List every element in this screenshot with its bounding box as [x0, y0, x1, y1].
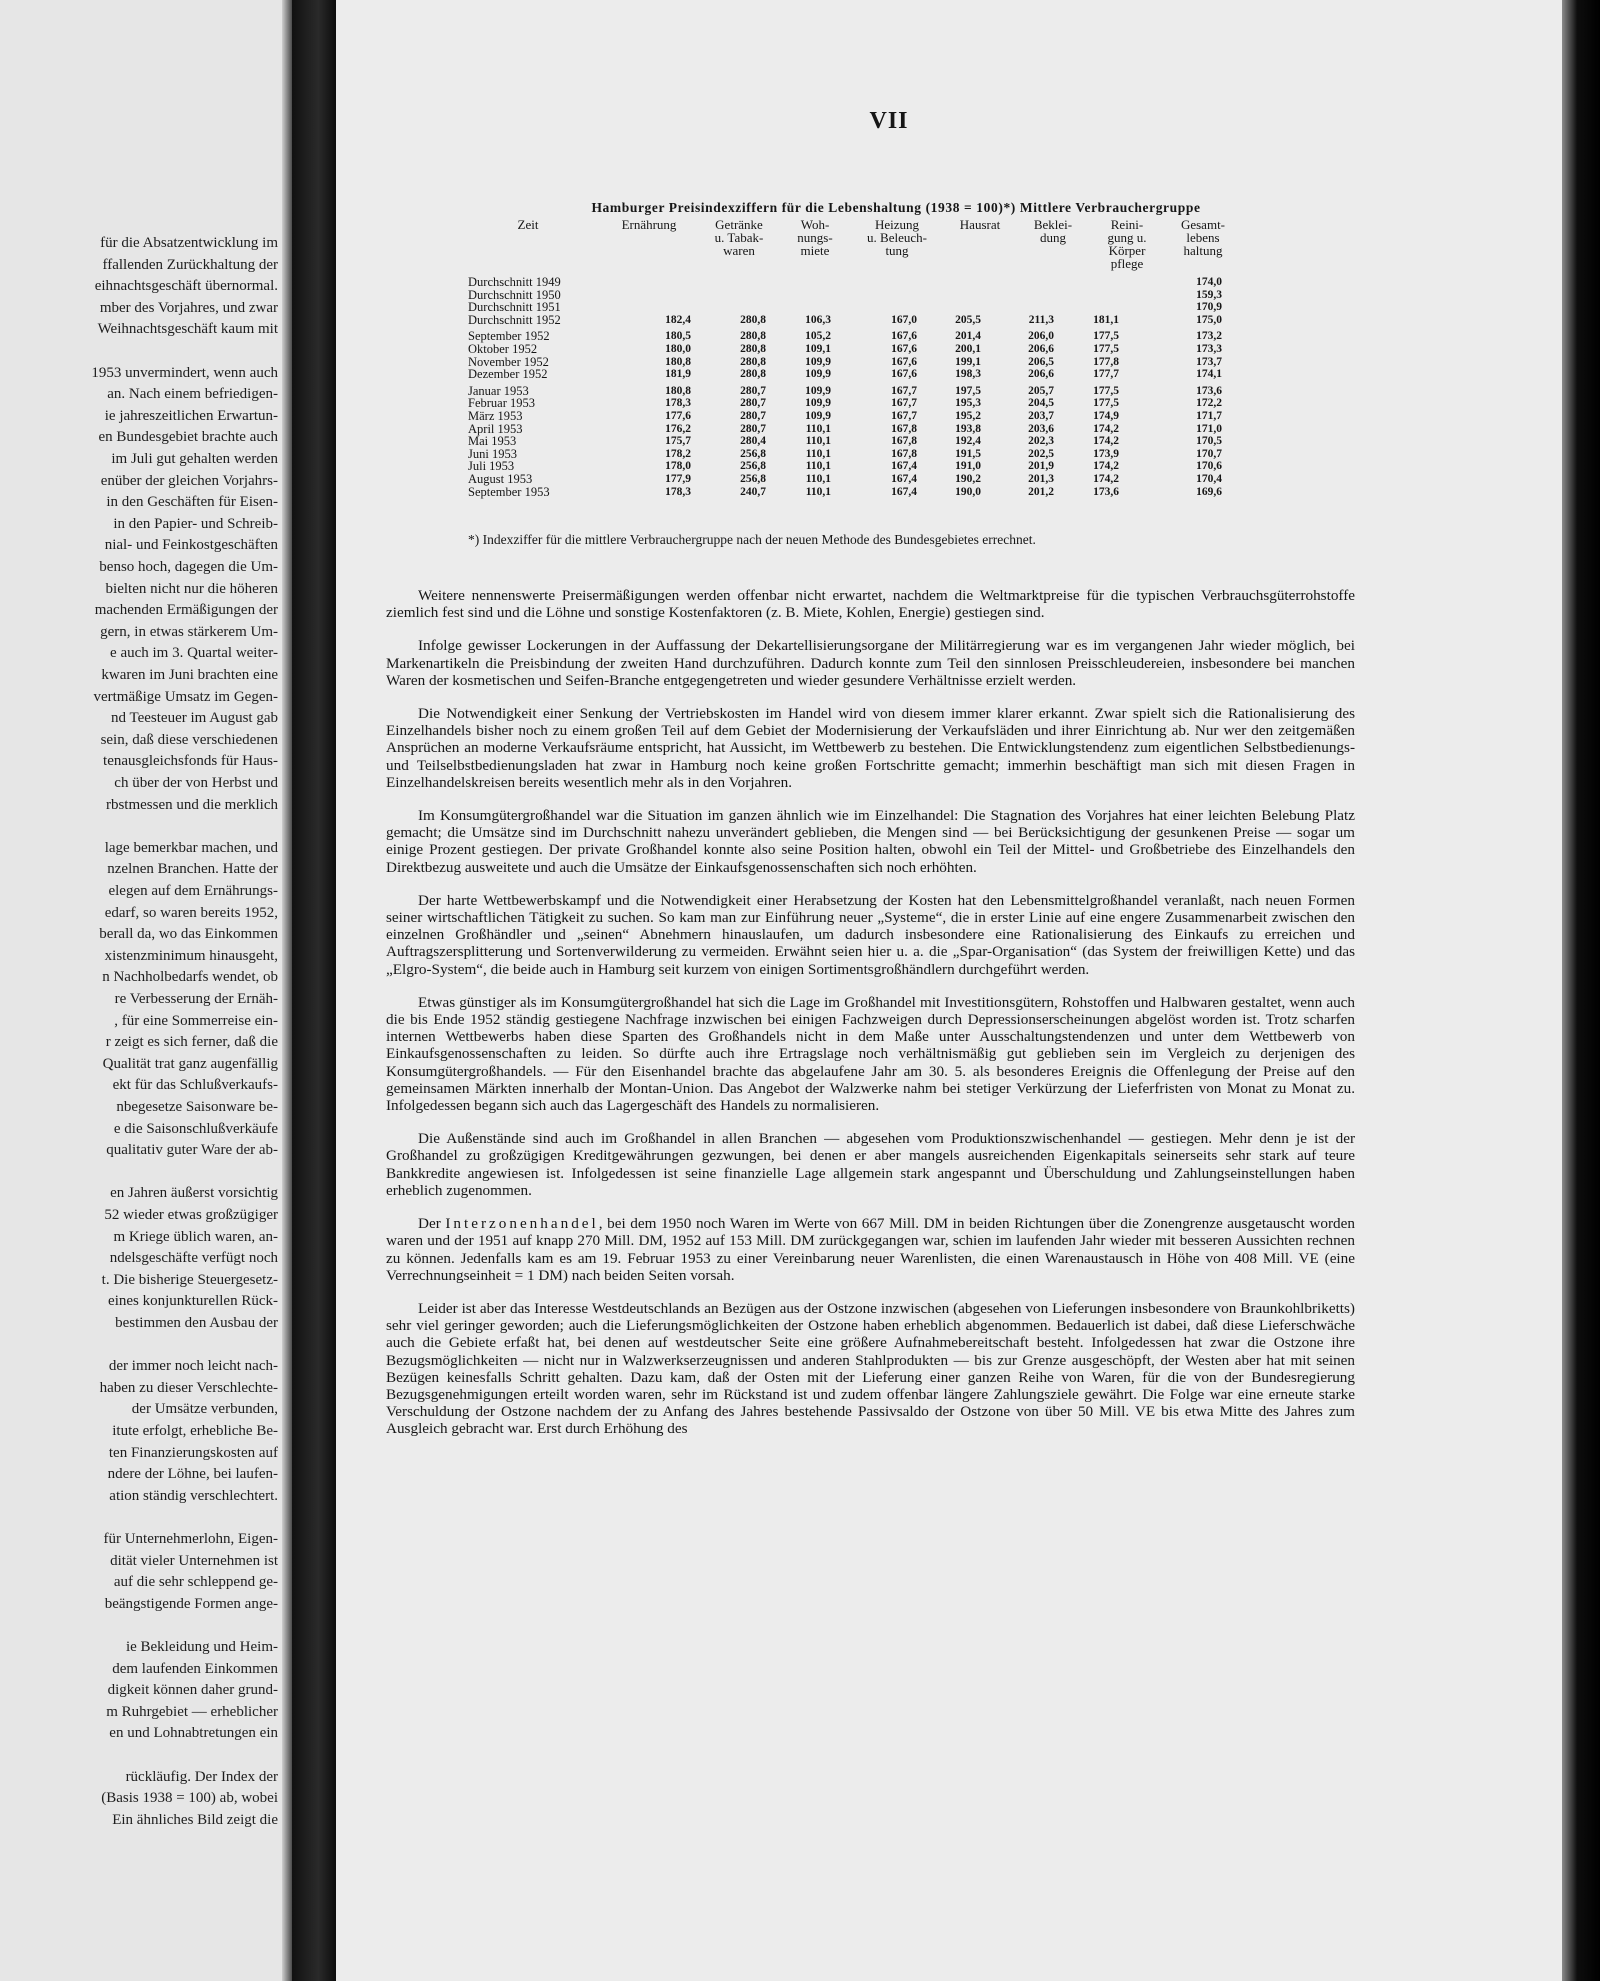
table-cell: 240,7 — [740, 485, 766, 498]
table-cell: 206,6 — [1028, 343, 1054, 355]
left-line: dität vieler Unternehmen ist — [110, 1552, 278, 1569]
left-line: bestimmen den Ausbau der — [115, 1315, 278, 1331]
table-cell: 280,7 — [740, 410, 766, 422]
body-paragraph: Der harte Wettbewerbskampf und die Notwendigkeit einer Herabsetzung der Kosten hat den Lebensmittelgroßhandel veranlaßt, nach neuen Formen seiner wirtschaftlichen Tätigkeit zu suchen. So kam man zur Einführung neuer „Systeme“, die in erster Linie auf eine engere Zusammenarbeit zwischen den einzelnen Großhändler und „seinen“ Abnehmern hinauslaufen, um dadurch insbesondere eine Rationalisierung des Einkaufs zu erreichen und Auftragszersplitterung und Sortenverwilderung zu vermeiden. Erwähnt seien hier u. a. die „Spar-Organisation“ (das System der freiwilligen Kette) und das „Elgro-System“, die beide auch in Hamburg seit kurzem von einigen Sortimentsgroßhändlern durchgeführt werden. — [386, 891, 1355, 978]
left-line: kwaren im Juni brachten eine — [101, 667, 278, 683]
table-cell: 167,4 — [891, 473, 917, 485]
left-line: nbegesetze Saisonware be- — [116, 1099, 278, 1115]
left-line: ation ständig verschlechtert. — [109, 1487, 278, 1504]
table-cell: 178,3 — [665, 485, 691, 498]
left-line: haben zu dieser Verschlechte- — [99, 1379, 278, 1396]
left-line: qualitativ guter Ware der ab- — [106, 1142, 278, 1159]
right-page-edge — [1562, 0, 1600, 1981]
table-cell: 170,5 — [1196, 435, 1222, 448]
table-cell: 198,3 — [955, 368, 981, 381]
table-cell: 109,9 — [805, 368, 831, 381]
row-label: August 1953 — [468, 472, 533, 486]
table-cell: 280,7 — [740, 384, 766, 397]
left-line: Weihnachtsgeschäft kaum mit — [97, 321, 278, 338]
table-cell: 202,3 — [1028, 435, 1054, 448]
table-cell: 167,8 — [891, 447, 917, 460]
left-line: edarf, so waren bereits 1952, — [104, 904, 278, 921]
left-line: auf die sehr schleppend ge- — [113, 1574, 278, 1591]
row-label: Durchschnitt 1949 — [468, 275, 561, 289]
table-cell: 206,0 — [1028, 330, 1054, 343]
table-cell: 193,8 — [955, 422, 981, 435]
table-cell: 280,8 — [740, 313, 766, 326]
row-label: Januar 1953 — [468, 383, 529, 398]
table-cell: 201,4 — [955, 330, 981, 343]
table-cell: 256,8 — [740, 447, 766, 460]
table-cell: 110,1 — [805, 460, 831, 473]
body-paragraph: Die Außenstände sind auch im Großhandel in allen Branchen — abgesehen vom Produktionszwischenhandel — gestiegen. Mehr denn je ist der Großhandel zu großzügigen Kreditgewährungen gezwungen, bei denen er aber mangels ausreichenden Eigenkapitals seinerseits sehr stark auf teure Bankkredite angewiesen ist. Infolgedessen ist seine finanzielle Lage allgemein stark angespannt und Überschuldung und Zahlungseinstellungen haben erheblich zugenommen. — [386, 1130, 1355, 1199]
table-cell: 192,4 — [955, 435, 981, 448]
column-header: Hausrat — [959, 217, 1001, 232]
table-cell: 177,5 — [1093, 330, 1119, 343]
table-cell: 174,1 — [1196, 368, 1222, 381]
table-cell: 191,0 — [955, 460, 981, 473]
table-cell: 201,9 — [1028, 460, 1054, 473]
left-line: gern, in etwas stärkerem Um- — [100, 623, 278, 640]
left-line: ie jahreszeitlichen Erwartun- — [104, 407, 278, 424]
table-cell: 190,2 — [955, 473, 981, 485]
left-line: en Jahren äußerst vorsichtig — [110, 1185, 278, 1202]
row-label: Durchschnitt 1952 — [468, 312, 561, 327]
left-line: Ein ähnliches Bild zeigt die — [112, 1811, 278, 1828]
left-line: tenausgleichsfonds für Haus- — [103, 753, 278, 770]
right-page — [336, 0, 1562, 1981]
table-cell: 182,4 — [665, 313, 691, 326]
table-cell: 180,8 — [665, 355, 691, 368]
table-cell: 180,8 — [665, 384, 691, 397]
interzonen-lead: Der — [418, 1215, 446, 1233]
table-cell: 177,5 — [1093, 397, 1119, 410]
table-cell: 171,7 — [1196, 410, 1222, 422]
table-cell: 280,8 — [740, 355, 766, 368]
table-cell: 175,7 — [665, 435, 691, 448]
table-cell: 205,7 — [1028, 384, 1054, 397]
table-cell: 169,6 — [1196, 485, 1222, 498]
left-line: beängstigende Formen ange- — [104, 1595, 278, 1612]
interzonen-paragraph — [386, 1215, 1355, 1284]
table-cell: 280,4 — [740, 435, 766, 448]
last-paragraph: Leider ist aber das Interesse Westdeutschlands an Bezügen aus der Ostzone inzwischen (abgesehen von Lieferungen insbesondere von Braunkohlbriketts) sehr viel geringer geworden; auch die Lieferungsmöglichkeiten der Ostzone haben erheblich abgenommen. Bedauerlich ist dabei, daß diese Lieferschwäche auch die Gebiete erfaßt hat, bei denen auf westdeutscher Seite eine größere Aufnahmebereitschaft besteht. Infolgedessen hat zwar die Ostzone ihre Bezugsmöglichkeiten — nicht nur in Walzwerkserzeugnissen und anderen Stahlprodukten — bis zur Grenze ausgeschöpft, der Westen aber hat mit seinen Bezügen keinesfalls Schritt gehalten. Dazu kam, daß der Osten mit der Lieferung einer ganzen Reihe von Waren, für die von der Bundesregierung Bezugsgenehmigungen erteilt worden waren, sehr im Rückstand ist und zudem offenbar längere Zahlungsziele gewährt. Die Folge war eine erneute starke Verschuldung der Ostzone nachdem der zu Anfang des Jahres bestehende Passivsaldo der Ostzone von über 50 Mill. VE bis etwa Mitte des Jahres zum Ausgleich gebracht war. Erst durch Erhöhung des — [386, 1299, 1355, 1438]
table-cell: 178,2 — [665, 447, 691, 460]
table-cell: 280,7 — [740, 397, 766, 410]
row-label: Juli 1953 — [468, 459, 515, 474]
left-line: der Umsätze verbunden, — [131, 1401, 278, 1418]
left-line: mber des Vorjahres, und zwar — [99, 299, 278, 316]
table-cell: 173,3 — [1196, 343, 1222, 355]
left-line: 52 wieder etwas großzügiger — [104, 1207, 278, 1223]
table-cell: 105,2 — [805, 330, 831, 343]
table-cell: 167,6 — [891, 368, 917, 381]
table-cell: 211,3 — [1028, 313, 1054, 326]
left-line: rbstmessen und die merklich — [105, 796, 278, 813]
left-line: eines konjunkturellen Rück- — [108, 1293, 278, 1310]
book-gutter — [292, 0, 336, 1981]
left-line: , für eine Sommerreise ein- — [114, 1012, 278, 1029]
row-label: April 1953 — [468, 421, 523, 436]
column-header: Woh- nungs- miete — [797, 217, 833, 258]
left-line: (Basis 1938 = 100) ab, wobei — [101, 1790, 278, 1807]
left-line: im Juli gut gehalten werden — [111, 451, 278, 467]
table-cell: 173,2 — [1196, 330, 1222, 343]
table-cell: 109,9 — [805, 397, 831, 410]
table-cell: 167,8 — [891, 422, 917, 435]
column-header: Ernährung — [621, 217, 677, 232]
left-line: elegen auf dem Ernährungs- — [108, 883, 278, 899]
table-cell: 174,2 — [1093, 422, 1119, 435]
table-cell: 106,3 — [805, 313, 831, 326]
body-paragraph: Infolge gewisser Lockerungen in der Auffassung der Dekartellisierungsorgane der Militärregierung war es im vergangenen Jahr wieder möglich, bei Markenartikeln die Preisbindung der zweiten Hand durchzuführen. Dadurch konnte zum Teil den sinnlosen Preisschleudereien, insbesondere bei manchen Waren der kosmetischen und Seifen-Branche entgegengetreten und wieder gesundere Verhältnisse erzielt werden. — [386, 637, 1355, 689]
column-header: Heizung u. Beleuch- tung — [867, 217, 927, 258]
left-line: ten Finanzierungskosten auf — [108, 1444, 278, 1461]
left-line: benso hoch, dagegen die Um- — [99, 559, 278, 575]
row-label: November 1952 — [468, 354, 549, 369]
table-cell: 167,7 — [891, 397, 917, 410]
page-number: VII — [869, 108, 909, 134]
table-cell: 200,1 — [955, 343, 981, 355]
paragraph-list — [386, 587, 1355, 1199]
left-line: Qualität trat ganz augenfällig — [102, 1055, 278, 1072]
left-line: e die Saisonschlußverkäufe — [113, 1120, 278, 1137]
left-line: ie Bekleidung und Heim- — [125, 1639, 278, 1655]
table-cell: 205,5 — [955, 313, 981, 326]
row-label: März 1953 — [468, 409, 523, 423]
table-cell: 172,2 — [1196, 397, 1222, 410]
body-paragraph: Weitere nennenswerte Preisermäßigungen werden offenbar nicht erwartet, nachdem die Weltmarktpreise für die typischen Verbrauchsgüterrohstoffe ziemlich fest sind und die Löhne und sonstige Kostenfaktoren (z. B. Miete, Kohlen, Energie) gestiegen sind. — [386, 587, 1355, 622]
table-cell: 170,9 — [1196, 301, 1222, 314]
table-cell: 174,2 — [1093, 473, 1119, 485]
body-paragraph: Die Notwendigkeit einer Senkung der Vertriebskosten im Handel wird von diesem immer klarer erkannt. Zwar spielt sich die Rationalisierung des Einzelhandels bisher noch zu einem großen Teil auf dem Gebiet der Modernisierung der Verkaufsläden und ihrer Einrichtung ab. Nur wer den zeitgemäßen Ansprüchen an moderne Verkaufsräume entspricht, hat Aussicht, im Wettbewerb zu bestehen. Die Entwicklungstendenz zum eigentlichen Selbstbedienungs- und Teilselbstbedienungsladen hat zwar in Hamburg noch keine großen Fortschritte gemacht; immerhin beschäftigt man sich mit diesen Fragen in Einzelhandelskreisen bereits wesentlich mehr als in den Vorjahren. — [386, 705, 1355, 791]
left-line: nd Teesteuer im August gab — [111, 710, 278, 727]
table-cell: 167,8 — [891, 435, 917, 448]
table-cell: 180,0 — [665, 343, 691, 355]
table-cell: 180,5 — [665, 330, 691, 343]
left-line: für die Absatzentwicklung im — [100, 235, 278, 251]
table-title: Hamburger Preisindexziffern für die Lebenshaltung (1938 = 100)*) Mittlere Verbrauchergruppe — [591, 200, 1201, 215]
table-cell: 109,9 — [805, 355, 831, 368]
table-cell: 191,5 — [955, 447, 981, 460]
table-cell: 167,0 — [891, 313, 917, 326]
table-cell: 174,9 — [1093, 410, 1119, 422]
left-line: m Kriege üblich waren, an- — [113, 1228, 278, 1245]
table-cell: 199,1 — [955, 355, 981, 368]
left-page-shadow — [282, 0, 292, 1981]
left-line: rückläufig. Der Index der — [125, 1768, 278, 1785]
table-cell: 109,1 — [805, 343, 831, 355]
table-cell: 110,1 — [805, 473, 831, 485]
left-line: enüber der gleichen Vorjahrs- — [100, 472, 278, 489]
body-text — [386, 587, 1355, 1454]
table-cell: 203,7 — [1028, 410, 1054, 422]
table-cell: 167,6 — [891, 343, 917, 355]
table-cell: 201,2 — [1028, 485, 1054, 498]
table-cell: 280,8 — [740, 330, 766, 343]
row-label: September 1953 — [468, 484, 550, 499]
table-cell: 176,2 — [665, 422, 691, 435]
table-cell: 190,0 — [955, 485, 981, 498]
table-cell: 181,9 — [665, 368, 691, 381]
row-label: Durchschnitt 1950 — [468, 287, 561, 302]
table-cell: 110,1 — [805, 447, 831, 460]
table-cell: 170,4 — [1196, 473, 1222, 485]
table-cell: 256,8 — [740, 473, 766, 485]
table-cell: 206,6 — [1028, 368, 1054, 381]
column-header: Zeit — [517, 217, 539, 232]
table-cell: 170,7 — [1196, 447, 1222, 460]
left-line: ndelsgeschäfte verfügt noch — [109, 1250, 278, 1267]
column-header: Reini- gung u. Körper pflege — [1107, 217, 1147, 271]
table-cell: 280,8 — [740, 368, 766, 381]
table-cell: 167,7 — [891, 410, 917, 422]
left-line: lage bemerkbar machen, und — [104, 839, 278, 856]
table-cell: 206,5 — [1028, 355, 1054, 368]
row-label: Dezember 1952 — [468, 367, 548, 382]
table-cell: 171,0 — [1196, 422, 1222, 435]
column-header: Getränke u. Tabak- waren — [714, 217, 764, 258]
table-cell: 175,0 — [1196, 313, 1222, 326]
table-cell: 178,0 — [665, 460, 691, 473]
row-label: Mai 1953 — [468, 434, 517, 449]
table-cell: 110,1 — [805, 485, 831, 498]
left-line: re Verbesserung der Ernäh- — [114, 991, 278, 1007]
left-line: machenden Ermäßigungen der — [94, 602, 278, 619]
left-line: dem laufenden Einkommen — [112, 1660, 278, 1677]
table-cell: 173,6 — [1196, 384, 1222, 397]
left-line: n Nachholbedarfs wendet, ob — [102, 969, 278, 986]
table-cell: 202,5 — [1028, 447, 1054, 460]
left-line: nzelnen Branchen. Hatte der — [107, 861, 278, 878]
left-line: xistenzminimum hinausgeht, — [104, 947, 278, 964]
left-line: ekt für das Schlußverkaufs- — [112, 1077, 278, 1094]
table-cell: 280,8 — [740, 343, 766, 355]
table-cell: 177,9 — [665, 473, 691, 485]
left-line: an. Nach einem befriedigen- — [107, 386, 278, 403]
table-cell: 174,0 — [1196, 276, 1222, 288]
left-line: r zeigt es sich ferner, daß die — [105, 1034, 278, 1051]
left-line: digkeit können daher grund- — [107, 1682, 278, 1699]
left-line: en und Lohnabtretungen ein — [109, 1725, 278, 1742]
table-cell: 167,4 — [891, 485, 917, 498]
left-line: in den Papier- und Schreib- — [113, 515, 278, 532]
table-cell: 167,6 — [891, 330, 917, 343]
table-cell: 174,2 — [1093, 435, 1119, 448]
table-cell: 167,6 — [891, 355, 917, 368]
row-label: Februar 1953 — [468, 396, 535, 411]
table-cell: 177,6 — [665, 410, 691, 422]
interzonen-rest: , bei dem 1950 noch Waren im Werte von 667 Mill. DM in beiden Richtungen über die Zonengrenze ausgetauscht worden waren und der 1951 auf knapp 270 Mill. DM, 1952 auf 153 Mill. DM zurückgegangen war, schien im laufenden Jahr wieder mit besseren Aussichten rechnen zu können. Jedenfalls kam es am 19. Februar 1953 zu einer Vereinbarung neuer Warenlisten, die einen Warenaustausch in Höhe von 408 Mill. VE (eine Verrechnungseinheit = 1 DM) nach beiden Seiten vorsah. — [386, 1215, 1355, 1284]
table-cell: 173,9 — [1093, 447, 1119, 460]
left-line: 1953 unvermindert, wenn auch — [91, 364, 278, 381]
left-line: in den Geschäften für Eisen- — [106, 494, 278, 511]
table-cell: 201,3 — [1028, 473, 1054, 485]
left-line: bielten nicht nur die höheren — [105, 580, 278, 597]
table-cell: 173,6 — [1093, 485, 1119, 498]
row-label: Durchschnitt 1951 — [468, 300, 561, 315]
table-cell: 256,8 — [740, 460, 766, 473]
left-line: berall da, wo das Einkommen — [99, 926, 278, 943]
row-label: September 1952 — [468, 329, 550, 344]
body-paragraph: Etwas günstiger als im Konsumgütergroßhandel hat sich die Lage im Großhandel mit Investitionsgütern, Rohstoffen und Halbwaren gestaltet, wenn auch die bis Ende 1952 ständig gestiegene Nachfrage inzwischen bei einigen Fachzweigen durch Depressionserscheinungen abgelöst worden ist. Trotz scharfen internen Wettbewerbs haben diese Sparten des Großhandels nicht in dem Maße unter Ausschaltungstendenzen und unter dem Wettbewerb von Einkaufsgenossenschaften zu leiden. So dürfte auch ihre Ertragslage noch verhältnismäßig gut geblieben sein im Vergleich zu derjenigen des Konsumgütergroßhandels. — Für den Eisenhandel brachte das abgelaufene Jahr am 30. 5. als besonderes Ereignis die Offenlegung der Preise auf den gemeinsamen Märkten innerhalb der Montan-Union. Das Angebot der Walzwerke nahm bei stetiger Verkürzung der Lieferfristen von Monat zu Monat zu. Infolgedessen begann sich auch das Lagergeschäft des Handels zu normalisieren. — [386, 993, 1355, 1115]
left-line: t. Die bisherige Steuergesetz- — [101, 1271, 278, 1288]
table-cell: 170,6 — [1196, 460, 1222, 473]
table-cell: 203,6 — [1028, 422, 1054, 435]
table-cell: 195,2 — [955, 410, 981, 422]
table-cell: 178,3 — [665, 397, 691, 410]
left-line: vertmäßige Umsatz im Gegen- — [93, 688, 278, 705]
table-cell: 177,7 — [1093, 368, 1119, 381]
table-cell: 177,8 — [1093, 355, 1119, 368]
table-cell: 110,1 — [805, 422, 831, 435]
left-line: m Ruhrgebiet — erheblicher — [106, 1703, 278, 1720]
left-line: itute erfolgt, erhebliche Be- — [112, 1423, 278, 1439]
left-line: für Unternehmerlohn, Eigen- — [103, 1531, 278, 1547]
left-line: ch über der von Herbst und — [114, 775, 278, 791]
table-cell: 177,5 — [1093, 384, 1119, 397]
column-header: Gesamt- lebens haltung — [1180, 217, 1226, 258]
table-cell: 195,3 — [955, 397, 981, 410]
left-line: e auch im 3. Quartal weiter- — [110, 645, 278, 662]
table-cell: 174,2 — [1093, 460, 1119, 473]
table-cell: 167,4 — [891, 460, 917, 473]
body-paragraph: Im Konsumgütergroßhandel war die Situation im ganzen ähnlich wie im Einzelhandel: Die Stagnation des Vorjahres hat einer leichten Belebung Platz gemacht; die Umsätze sind im Durchschnitt nahezu unverändert geblieben, die Mengen sind — bei Berücksichtigung der gesunkenen Preise — sogar um einige Prozent gestiegen. Der private Großhandel konnte also seine Position halten, obwohl ein Teil der Mittel- und Großbetriebe des Einzelhandels den Direktbezug ausweitete und auch die Umsätze der Einkaufsgenossenschaften sich noch erhöhten. — [386, 807, 1355, 876]
table-cell: 173,7 — [1196, 355, 1222, 368]
left-line: ndere der Löhne, bei laufen- — [107, 1466, 278, 1483]
left-line: eihnachtsgeschäft übernormal. — [94, 278, 278, 295]
table-footnote: *) Indexziffer für die mittlere Verbrauchergruppe nach der neuen Methode des Bundesgebietes errechnet. — [468, 532, 1036, 547]
row-label: Juni 1953 — [468, 446, 517, 461]
left-line: en Bundesgebiet brachte auch — [98, 429, 278, 446]
table-cell: 110,1 — [805, 435, 831, 448]
table-cell: 167,7 — [891, 384, 917, 397]
table-cell: 197,5 — [955, 384, 981, 397]
left-line: der immer noch leicht nach- — [108, 1358, 278, 1375]
row-label: Oktober 1952 — [468, 342, 538, 356]
interzonen-term: Interzonenhandel — [445, 1215, 599, 1233]
table-cell: 280,7 — [740, 422, 766, 435]
left-line: ffallenden Zurückhaltung der — [102, 256, 278, 273]
left-line: nial- und Feinkostgeschäften — [104, 537, 278, 554]
table-cell: 159,3 — [1196, 288, 1222, 301]
table-cell: 109,9 — [805, 410, 831, 422]
left-line: sein, daß diese verschiedenen — [100, 731, 278, 748]
table-cell: 109,9 — [805, 384, 831, 397]
table-cell: 177,5 — [1093, 343, 1119, 355]
column-header: Beklei- dung — [1033, 217, 1073, 245]
table-cell: 204,5 — [1028, 397, 1054, 410]
table-cell: 181,1 — [1093, 313, 1119, 326]
left-page — [0, 0, 292, 1981]
